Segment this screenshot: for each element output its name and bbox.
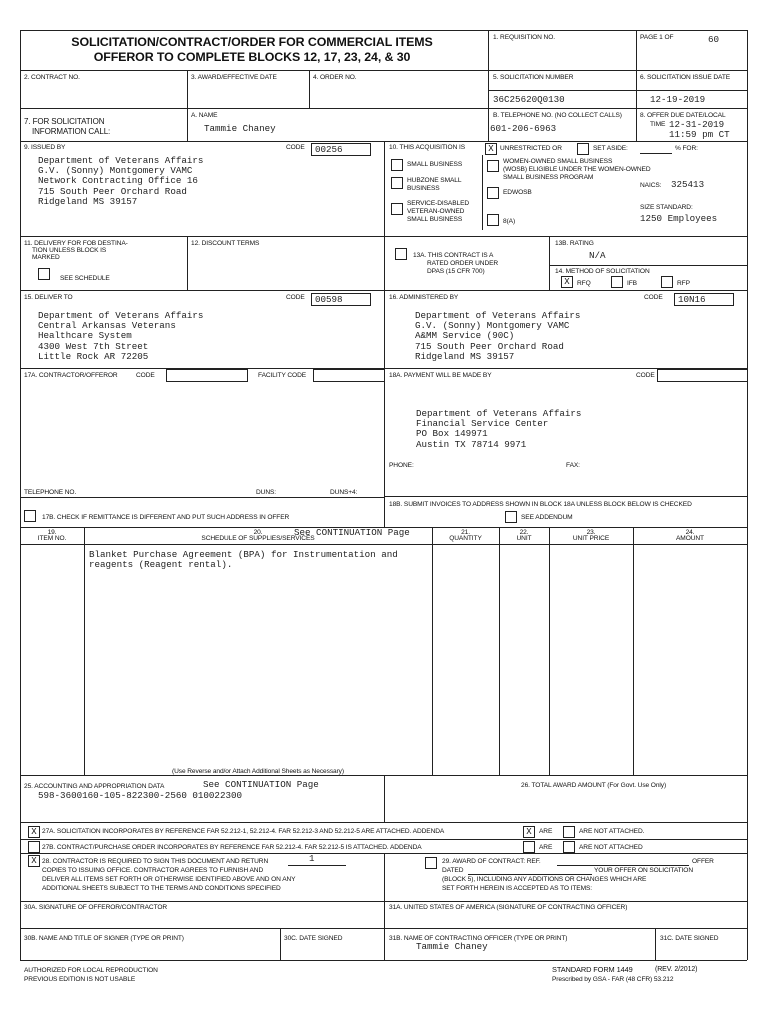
sdvosb-label-3: SMALL BUSINESS bbox=[407, 216, 463, 223]
offer-due-time: 11:59 pm CT bbox=[669, 129, 730, 140]
footer-previous-edition: PREVIOUS EDITION IS NOT USABLE bbox=[24, 976, 136, 983]
remittance-checkbox[interactable] bbox=[24, 510, 36, 522]
solicitation-number: 36C25620Q0130 bbox=[493, 94, 565, 105]
sdvosb-label-2: VETERAN-OWNED bbox=[407, 208, 465, 215]
27b-are-not-label: ARE NOT ATTACHED bbox=[579, 844, 643, 851]
form-title-line2: OFFEROR TO COMPLETE BLOCKS 12, 17, 23, 24, & 30 bbox=[93, 50, 411, 64]
ifb-checkbox[interactable] bbox=[611, 276, 623, 288]
discount-terms-label: 12. DISCOUNT TERMS bbox=[191, 240, 260, 247]
payment-address: Department of Veterans Affairs Financial Service Center PO Box 149971 Austin TX 78714 9971 bbox=[416, 408, 582, 450]
28-label-3: DELIVER ALL ITEMS SET FORTH OR OTHERWISE IDENTIFIED ABOVE AND ON ANY bbox=[42, 876, 296, 883]
col-quantity: QUANTITY bbox=[449, 535, 482, 542]
sdvosb-checkbox[interactable] bbox=[391, 203, 403, 215]
signer-name-label: 30B. NAME AND TITLE OF SIGNER (TYPE OR PRINT) bbox=[24, 935, 184, 942]
27a-label: 27A. SOLICITATION INCORPORATES BY REFERENCE FAR 52.212-1, 52.212-4. FAR 52.212-3 AND 52.212-5 ARE ATTACHED. ADDENDA bbox=[42, 828, 445, 835]
order-no-label: 4. ORDER NO. bbox=[313, 74, 357, 81]
contact-name: Tammie Chaney bbox=[204, 123, 276, 134]
col-unit-num: 22. bbox=[519, 529, 529, 536]
rfq-label: RFQ bbox=[577, 280, 591, 287]
contractor-code-label: CODE bbox=[136, 372, 155, 379]
deliver-to-address: Department of Veterans Affairs Central Arkansas Veterans Healthcare System 4300 West 7th Street Little Rock AR 72205 bbox=[38, 310, 204, 362]
27b-are-not-checkbox[interactable] bbox=[563, 841, 575, 853]
total-award-label: 26. TOTAL AWARD AMOUNT (For Govt. Use Only) bbox=[521, 782, 667, 789]
rating-label: 13B. RATING bbox=[555, 240, 594, 247]
issued-by-label: 9. ISSUED BY bbox=[24, 144, 66, 151]
issue-date: 12-19-2019 bbox=[650, 94, 706, 105]
offeror-date-label: 30C. DATE SIGNED bbox=[284, 935, 343, 942]
edwosb-checkbox[interactable] bbox=[487, 187, 499, 199]
payment-code-label: CODE bbox=[636, 372, 655, 379]
col-unit: UNIT bbox=[516, 535, 532, 542]
issued-by-code: 00256 bbox=[315, 144, 343, 155]
reverse-note: (Use Reverse and/or Attach Additional Sheets as Necessary) bbox=[172, 768, 344, 775]
footer-form-name: STANDARD FORM 1449 bbox=[552, 965, 633, 974]
duns-label: DUNS: bbox=[256, 489, 277, 496]
col-quantity-num: 21. bbox=[461, 529, 470, 536]
form-title-line1: SOLICITATION/CONTRACT/ORDER FOR COMMERCIAL ITEMS bbox=[71, 35, 433, 49]
col-supplies-num: 20. bbox=[253, 529, 263, 536]
29-label-4: SET FORTH HEREIN IS ACCEPTED AS TO ITEMS: bbox=[442, 885, 593, 892]
fob-label-2: TION UNLESS BLOCK IS bbox=[32, 247, 107, 254]
unrestricted-label: UNRESTRICTED OR bbox=[500, 145, 562, 152]
duns4-label: DUNS+4: bbox=[330, 489, 358, 496]
rated-order-label-2: RATED ORDER UNDER bbox=[427, 260, 499, 267]
submit-invoices-label: 18B. SUBMIT INVOICES TO ADDRESS SHOWN IN BLOCK 18A UNLESS BLOCK BELOW IS CHECKED bbox=[389, 501, 692, 508]
signature-officer-label: 31A. UNITED STATES OF AMERICA (SIGNATURE OF CONTRACTING OFFICER) bbox=[389, 904, 628, 911]
27b-are-checkbox[interactable] bbox=[523, 841, 535, 853]
28-label-1: 28. CONTRACTOR IS REQUIRED TO SIGN THIS DOCUMENT AND RETURN bbox=[42, 858, 269, 865]
copies-line bbox=[288, 865, 346, 866]
27a-are-not-label: ARE NOT ATTACHED. bbox=[579, 828, 645, 835]
facility-code-field[interactable] bbox=[313, 369, 385, 382]
29-your-offer-label: YOUR OFFER ON SOLICITATION bbox=[594, 867, 693, 874]
footer-authorized: AUTHORIZED FOR LOCAL REPRODUCTION bbox=[24, 967, 158, 974]
col-item-no: ITEM NO. bbox=[37, 535, 67, 542]
payment-code-field[interactable] bbox=[657, 369, 748, 382]
continuation-note: See CONTINUATION Page bbox=[294, 527, 410, 538]
officer-name: Tammie Chaney bbox=[416, 941, 488, 952]
set-aside-checkbox[interactable] bbox=[577, 143, 589, 155]
wosb-label-2: (WOSB) ELIGIBLE UNDER THE WOMEN-OWNED bbox=[503, 166, 651, 173]
solicitation-info-label-2: INFORMATION CALL: bbox=[32, 127, 111, 136]
rating-value: N/A bbox=[589, 250, 606, 261]
28-label-2: COPIES TO ISSUING OFFICE. CONTRACTOR AGREES TO FURNISH AND bbox=[42, 867, 264, 874]
small-business-label: SMALL BUSINESS bbox=[407, 161, 463, 168]
rfp-label: RFP bbox=[677, 280, 690, 287]
issued-by-code-label: CODE bbox=[286, 144, 305, 151]
27b-label: 27B. CONTRACT/PURCHASE ORDER INCORPORATES BY REFERENCE FAR 52.212-4. FAR 52.212-5 IS ATTACHED. ADDENDA bbox=[42, 844, 422, 851]
set-aside-percent-line[interactable] bbox=[640, 153, 672, 154]
telephone-label: B. TELEPHONE NO. (NO COLLECT CALLS) bbox=[493, 112, 622, 119]
hubzone-checkbox[interactable] bbox=[391, 177, 403, 189]
officer-date-label: 31C. DATE SIGNED bbox=[660, 935, 719, 942]
col-unit-price-num: 23. bbox=[586, 529, 596, 536]
see-schedule-checkbox[interactable] bbox=[38, 268, 50, 280]
facility-code-label: FACILITY CODE bbox=[258, 372, 307, 379]
copies-count: 1 bbox=[309, 853, 315, 864]
29-dated-label: DATED bbox=[442, 867, 464, 874]
contractor-code-field[interactable] bbox=[166, 369, 248, 382]
27b-checkbox[interactable] bbox=[28, 841, 40, 853]
contact-name-label: A. NAME bbox=[191, 112, 218, 119]
page-label: PAGE 1 OF bbox=[640, 34, 674, 41]
col-amount: AMOUNT bbox=[676, 535, 704, 542]
rated-order-label: 13A. THIS CONTRACT IS A bbox=[413, 252, 494, 259]
method-label: 14. METHOD OF SOLICITATION bbox=[555, 268, 650, 275]
contractor-telephone-label: TELEPHONE NO. bbox=[24, 489, 77, 496]
issued-by-address: Department of Veterans Affairs G.V. (Sonny) Montgomery VAMC Network Contracting Office 16 715 South Peer Orchard Road Ridgeland MS 39157 bbox=[38, 155, 204, 207]
fob-label-3: MARKED bbox=[32, 254, 60, 261]
29-checkbox[interactable] bbox=[425, 857, 437, 869]
page-total: 60 bbox=[708, 34, 720, 45]
wosb-label: WOMEN-OWNED SMALL BUSINESS bbox=[503, 158, 613, 165]
naics-label: NAICS: bbox=[640, 182, 662, 189]
deliver-to-label: 15. DELIVER TO bbox=[24, 294, 73, 301]
accounting-data: 598-3600160-105-822300-2560 010022300 bbox=[38, 790, 242, 801]
contract-no-label: 2. CONTRACT NO. bbox=[24, 74, 80, 81]
footer-revision: (REV. 2/2012) bbox=[655, 966, 698, 973]
solicitation-number-label: 5. SOLICITATION NUMBER bbox=[493, 74, 574, 81]
accounting-label: 25. ACCOUNTING AND APPROPRIATION DATA bbox=[24, 783, 165, 790]
27a-are-not-checkbox[interactable] bbox=[563, 826, 575, 838]
item-description: Blanket Purchase Agreement (BPA) for Instrumentation and reagents (Reagent rental). bbox=[89, 549, 398, 571]
rfp-checkbox[interactable] bbox=[661, 276, 673, 288]
administered-by-address: Department of Veterans Affairs G.V. (Sonny) Montgomery VAMC A&MM Service (90C) 715 South Peer Orchard Road Ridgeland MS 39157 bbox=[415, 310, 581, 362]
29-offer-label: OFFER bbox=[692, 858, 714, 865]
footer-prescribed: Prescribed by GSA - FAR (48 CFR) 53.212 bbox=[552, 976, 674, 983]
offer-due-time-label: TIME bbox=[650, 121, 666, 128]
contractor-label: 17A. CONTRACTOR/OFFEROR bbox=[24, 372, 118, 379]
eight-a-checkbox[interactable] bbox=[487, 214, 499, 226]
sdvosb-label: SERVICE-DISABLED bbox=[407, 200, 470, 207]
27b-are-label: ARE bbox=[539, 844, 553, 851]
size-standard: 1250 Employees bbox=[640, 213, 718, 224]
rated-order-label-3: DPAS (15 CFR 700) bbox=[427, 268, 485, 275]
deliver-to-code: 00598 bbox=[315, 294, 343, 305]
telephone: 601-206-6963 bbox=[490, 123, 557, 134]
edwosb-label: EDWOSB bbox=[503, 189, 532, 196]
small-business-checkbox[interactable] bbox=[391, 159, 403, 171]
issue-date-label: 6. SOLICITATION ISSUE DATE bbox=[640, 74, 731, 81]
administered-by-code: 10N16 bbox=[678, 294, 706, 305]
wosb-label-3: SMALL BUSINESS PROGRAM bbox=[503, 174, 594, 181]
col-unit-price: UNIT PRICE bbox=[572, 535, 610, 542]
payment-fax-label: FAX: bbox=[566, 462, 580, 469]
hubzone-label: HUBZONE SMALL bbox=[407, 177, 462, 184]
signature-offeror-label: 30A. SIGNATURE OF OFFEROR/CONTRACTOR bbox=[24, 904, 168, 911]
eight-a-label: 8(A) bbox=[503, 218, 516, 225]
dated-line[interactable] bbox=[468, 874, 592, 875]
payment-label: 18A. PAYMENT WILL BE MADE BY bbox=[389, 372, 492, 379]
col-amount-num: 24. bbox=[685, 529, 695, 536]
naics-code: 325413 bbox=[671, 179, 705, 190]
see-addendum-checkbox[interactable] bbox=[505, 511, 517, 523]
27a-are-checkbox[interactable]: X bbox=[523, 826, 535, 838]
size-standard-label: SIZE STANDARD: bbox=[640, 204, 693, 211]
administered-by-code-label: CODE bbox=[644, 294, 663, 301]
administered-by-label: 16. ADMINISTERED BY bbox=[389, 294, 459, 301]
28-checkbox[interactable]: X bbox=[28, 855, 40, 867]
ifb-label: IFB bbox=[627, 280, 637, 287]
award-date-label: 3. AWARD/EFFECTIVE DATE bbox=[191, 74, 277, 81]
remittance-label: 17B. CHECK IF REMITTANCE IS DIFFERENT AND PUT SUCH ADDRESS IN OFFER bbox=[42, 514, 290, 521]
requisition-label: 1. REQUISITION NO. bbox=[493, 34, 555, 41]
see-addendum-label: SEE ADDENDUM bbox=[521, 514, 573, 521]
29-label-3: (BLOCK 5), INCLUDING ANY ADDITIONS OR CHANGES WHICH ARE bbox=[442, 876, 647, 883]
offer-due-date: 12-31-2019 bbox=[669, 119, 725, 130]
27a-checkbox[interactable]: X bbox=[28, 826, 40, 838]
set-aside-label: SET ASIDE: bbox=[593, 145, 628, 152]
hubzone-label-2: BUSINESS bbox=[407, 185, 440, 192]
officer-name-label: 31B. NAME OF CONTRACTING OFFICER (TYPE OR PRINT) bbox=[389, 935, 568, 942]
fob-label: 11. DELIVERY FOR FOB DESTINA- bbox=[24, 240, 128, 247]
accounting-note: See CONTINUATION Page bbox=[203, 779, 319, 790]
solicitation-info-label: 7. FOR SOLICITATION bbox=[24, 117, 105, 126]
27a-are-label: ARE bbox=[539, 828, 553, 835]
deliver-to-code-label: CODE bbox=[286, 294, 305, 301]
offer-due-label: 8. OFFER DUE DATE/LOCAL bbox=[640, 112, 726, 119]
payment-phone-label: PHONE: bbox=[389, 462, 414, 469]
award-ref-line[interactable] bbox=[557, 865, 689, 866]
wosb-checkbox[interactable] bbox=[487, 160, 499, 172]
col-supplies: SCHEDULE OF SUPPLIES/SERVICES bbox=[201, 535, 315, 542]
rated-order-checkbox[interactable] bbox=[395, 248, 407, 260]
unrestricted-checkbox[interactable]: X bbox=[485, 143, 497, 155]
rfq-checkbox[interactable]: X bbox=[561, 276, 573, 288]
29-label-1: 29. AWARD OF CONTRACT: REF. bbox=[442, 858, 541, 865]
percent-for-label: % FOR: bbox=[675, 145, 698, 152]
28-label-4: ADDITIONAL SHEETS SUBJECT TO THE TERMS AND CONDITIONS SPECIFIED bbox=[42, 885, 281, 892]
col-item-num: 19. bbox=[47, 529, 57, 536]
acquisition-label: 10. THIS ACQUISITION IS bbox=[389, 144, 465, 151]
see-schedule-label: SEE SCHEDULE bbox=[60, 275, 110, 282]
